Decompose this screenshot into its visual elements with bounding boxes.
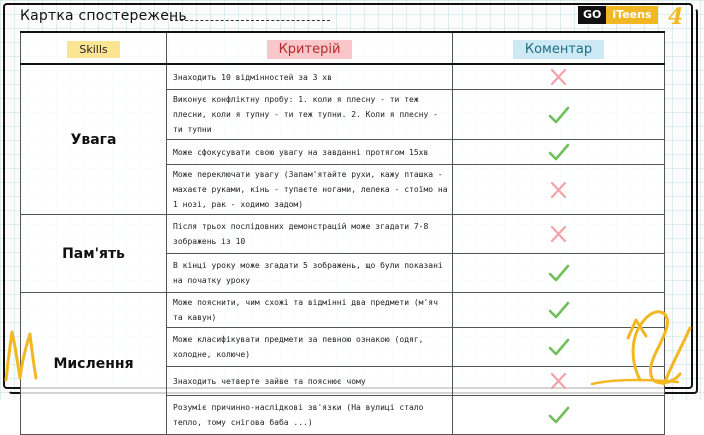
criterion-text: Після трьох послідовних демонстрацій може згадати 7-8 зображень із 10 — [167, 215, 453, 254]
comment-mark — [453, 396, 665, 435]
check-icon — [548, 337, 570, 357]
criterion-text: Знаходить четверте зайве та пояснює чому — [167, 367, 453, 396]
scribble-left-decoration — [2, 322, 50, 384]
table-row — [21, 64, 665, 90]
cross-icon — [548, 371, 570, 391]
check-icon — [548, 263, 570, 283]
logo-iteens: iTeens — [606, 6, 657, 24]
skill-name: Пам'ять — [21, 215, 167, 293]
cross-icon — [548, 67, 570, 87]
criterion-text: Може сфокусувати свою увагу на завданні протягом 15хв — [167, 140, 453, 165]
criterion-text: Може класифікувати предмети за певною ознакою (одяг, холодне, колюче) — [167, 328, 453, 367]
criterion-header-label: Критерій — [267, 40, 353, 59]
column-header-criterion — [167, 32, 453, 64]
cross-icon — [548, 180, 570, 200]
check-icon — [548, 300, 570, 320]
logo — [578, 6, 658, 24]
comment-mark — [453, 64, 665, 90]
underline-decoration — [590, 376, 680, 388]
skills-header-label: Skills — [67, 41, 119, 58]
skill-name: Мислення — [21, 293, 167, 435]
comment-mark — [453, 215, 665, 254]
title-underline — [170, 20, 330, 21]
criterion-text: Може пояснити, чим схожі та відмінні два предмети (м'яч та кавун) — [167, 293, 453, 328]
check-icon — [548, 405, 570, 425]
check-icon — [548, 142, 570, 162]
table-body — [21, 64, 665, 435]
comment-mark — [453, 165, 665, 215]
comment-mark — [453, 140, 665, 165]
skill-name: Увага — [21, 64, 167, 215]
logo-go: GO — [578, 6, 606, 24]
page-number: 4 — [668, 4, 684, 30]
criterion-text: Може переключати увагу (Запам'ятайте рухи, кажу пташка - махаєте руками, кінь - тупаєте ногами, лелека - стоїмо на 1 нозі, рак - ходимо задом) — [167, 165, 453, 215]
comment-mark — [453, 254, 665, 293]
cross-icon — [548, 224, 570, 244]
criterion-text: В кінці уроку може згадати 5 зображень, що були показані на початку уроку — [167, 254, 453, 293]
criterion-text: Розуміє причинно-наслідкові зв'язки (На вулиці стало тепло, тому снігова баба ...) — [167, 396, 453, 435]
criterion-text: Знаходить 10 відмінностей за 3 хв — [167, 64, 453, 90]
criterion-text: Виконує конфліктну пробу: 1. коли я плесну - ти теж плесни, коли я тупну - ти теж тупни. 2. Коли я плесну - ти тупни — [167, 90, 453, 140]
check-icon — [548, 105, 570, 125]
table-row — [21, 293, 665, 328]
comment-header-label: Коментар — [513, 40, 604, 59]
observation-table — [20, 31, 665, 435]
comment-mark — [453, 90, 665, 140]
column-header-skills — [21, 32, 167, 64]
table-header-row — [21, 32, 665, 64]
table-row — [21, 215, 665, 254]
column-header-comment — [453, 32, 665, 64]
page-title: Картка спостережень — [20, 8, 187, 24]
